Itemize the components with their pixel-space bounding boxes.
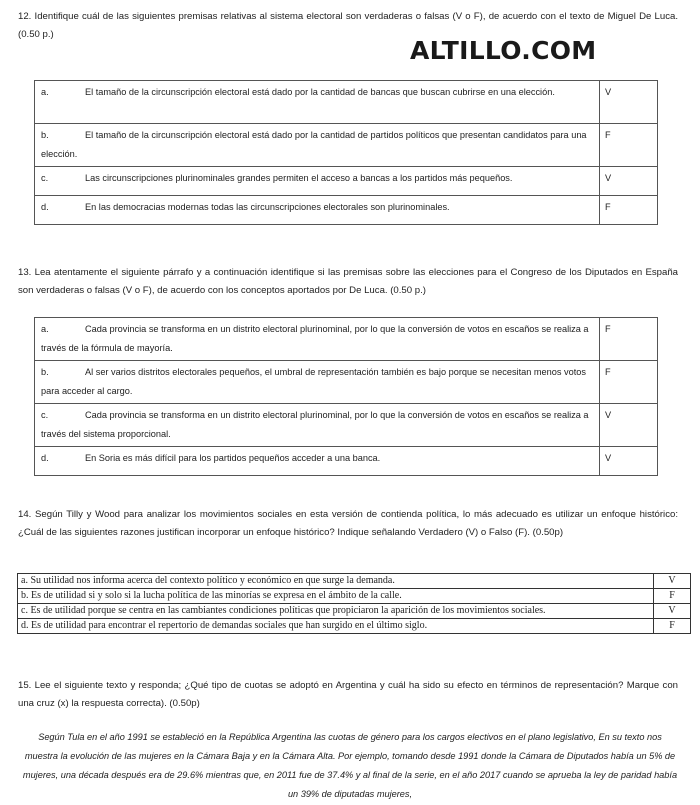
answer-cell: F bbox=[654, 619, 691, 634]
answer-cell: F bbox=[600, 318, 658, 361]
statement-cell: c. Es de utilidad porque se centra en las cambiantes condiciones políticas que propiciaron la aparición de los movimientos sociales. bbox=[18, 604, 654, 619]
statement-cell: a. Su utilidad nos informa acerca del contexto político y económico en que surge la demanda. bbox=[18, 574, 654, 589]
table-row bbox=[35, 124, 658, 167]
question-14-table bbox=[17, 573, 691, 634]
statement-cell: d. Es de utilidad para encontrar el repertorio de demandas sociales que han surgido en el último siglo. bbox=[18, 619, 654, 634]
question-13-text: 13. Lea atentamente el siguiente párrafo y a continuación identifique si las premisas sobre las elecciones para el Congreso de los Diputados en España son verdaderas o falsas (V o F), de acuerdo con los conceptos aportados por De Luca. (0.50 p.) bbox=[18, 267, 678, 296]
statement-cell bbox=[35, 361, 600, 404]
statement-text: Cada provincia se transforma en un distrito electoral plurinominal, por lo que la conversión de votos en escaños se realiza a través de la fórmula de mayoría. bbox=[41, 324, 589, 353]
statement-cell bbox=[35, 404, 600, 447]
statement-text: Las circunscripciones plurinominales grandes permiten el acceso a bancas a los partidos más pequeños. bbox=[85, 173, 513, 183]
question-15-text: 15. Lee el siguiente texto y responda; ¿Qué tipo de cuotas se adoptó en Argentina y cuál ha sido su efecto en términos de representación? Marque con una cruz (x) la respuesta correcta). (0.50p) bbox=[18, 680, 678, 709]
table-row bbox=[18, 604, 691, 619]
statement-text: El tamaño de la circunscripción electoral está dado por la cantidad de bancas que buscan cubrirse en una elección. bbox=[85, 87, 555, 97]
statement-text: En las democracias modernas todas las circunscripciones electorales son plurinominales. bbox=[85, 202, 450, 212]
table-row bbox=[35, 318, 658, 361]
table-row bbox=[18, 574, 691, 589]
statement-cell bbox=[35, 447, 600, 476]
row-letter: d. bbox=[41, 453, 49, 463]
row-letter: b. bbox=[41, 130, 49, 140]
table-row bbox=[35, 404, 658, 447]
table-row bbox=[18, 619, 691, 634]
statement-cell bbox=[35, 196, 600, 225]
table-row bbox=[35, 167, 658, 196]
row-letter: c. bbox=[41, 173, 49, 183]
table-row bbox=[35, 361, 658, 404]
table-row bbox=[35, 196, 658, 225]
statement-cell bbox=[35, 167, 600, 196]
statement-cell bbox=[35, 124, 600, 167]
answer-cell: V bbox=[600, 167, 658, 196]
statement-cell: b. Es de utilidad si y solo si la lucha política de las minorías se expresa en el ámbito de la calle. bbox=[18, 589, 654, 604]
row-letter: c. bbox=[41, 410, 49, 420]
answer-cell: V bbox=[600, 81, 658, 124]
row-letter: d. bbox=[41, 202, 49, 212]
statement-text: En Soria es más difícil para los partidos pequeños acceder a una banca. bbox=[85, 453, 381, 463]
answer-cell: V bbox=[600, 447, 658, 476]
watermark-logo: ALTILLO.COM bbox=[410, 36, 597, 65]
row-letter: a. bbox=[41, 324, 49, 334]
statement-text: Al ser varios distritos electorales pequeños, el umbral de representación también es bajo porque se necesitan menos votos para acceder al cargo. bbox=[41, 367, 586, 396]
table-row bbox=[35, 447, 658, 476]
question-12-text: 12. Identifique cuál de las siguientes premisas relativas al sistema electoral son verdaderas o falsas (V o F), de acuerdo con el texto de Miguel De Luca. (0.50 p.) bbox=[18, 11, 678, 40]
question-14-text: 14. Según Tilly y Wood para analizar los movimientos sociales en esta versión de contienda política, lo más adecuado es utilizar un enfoque histórico: ¿Cuál de las siguientes razones justifican incorporar un enfoque histórico? Indique señalando Verdadero (V) o Falso (F). (0.50p) bbox=[18, 509, 678, 538]
answer-cell: V bbox=[654, 604, 691, 619]
answer-cell: F bbox=[600, 196, 658, 225]
answer-cell: F bbox=[600, 361, 658, 404]
row-letter: a. bbox=[41, 87, 49, 97]
answer-cell: F bbox=[654, 589, 691, 604]
statement-cell bbox=[35, 81, 600, 124]
question-15-passage: Según Tula en el año 1991 se estableció en la República Argentina las cuotas de género para los cargos electivos en el plano legislativo, En su texto nos muestra la evolución de las mujeres en la Cámara Baja y en la Cámara Alta. Por ejemplo, tomando desde 1991 donde la Cámara de Diputados había un 5% de mujeres, una década después era de 29.6% mientras que, en 2011 fue de 37.4% y al final de la serie, en el año 2017 cuando se aprueba la ley de paridad había un 39% de diputadas mujeres, bbox=[22, 732, 678, 799]
statement-cell bbox=[35, 318, 600, 361]
table-row bbox=[18, 589, 691, 604]
row-letter: b. bbox=[41, 367, 49, 377]
statement-text: El tamaño de la circunscripción electoral está dado por la cantidad de partidos políticos que presentan candidatos para una elección. bbox=[41, 130, 587, 159]
answer-cell: V bbox=[600, 404, 658, 447]
question-13-table bbox=[34, 317, 658, 476]
table-row bbox=[35, 81, 658, 124]
question-12-table bbox=[34, 80, 658, 225]
statement-text: Cada provincia se transforma en un distrito electoral plurinominal, por lo que la conversión de votos en escaños se realiza a través del sistema proporcional. bbox=[41, 410, 589, 439]
answer-cell: V bbox=[654, 574, 691, 589]
answer-cell: F bbox=[600, 124, 658, 167]
